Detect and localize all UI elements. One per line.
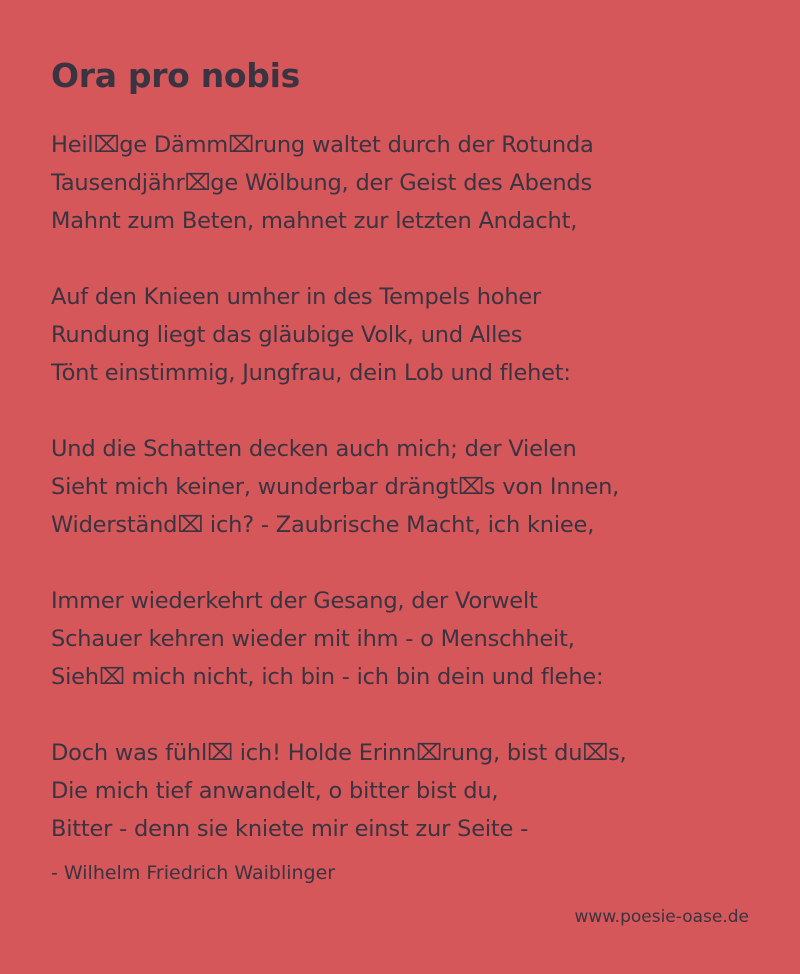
poem-line: Mahnt zum Beten, mahnet zur letzten Andacht, bbox=[51, 208, 578, 234]
poem-line: Tönt einstimmig, Jungfrau, dein Lob und flehet: bbox=[51, 360, 571, 386]
poem-line: Tausendjähr⌧ge Wölbung, der Geist des Abends bbox=[51, 170, 592, 196]
poem-title: Ora pro nobis bbox=[51, 56, 300, 95]
poem-line: Schauer kehren wieder mit ihm - o Menschheit, bbox=[51, 626, 575, 652]
stanza-1 bbox=[51, 126, 771, 240]
poem-author: - Wilhelm Friedrich Waiblinger bbox=[51, 862, 336, 884]
poem-line: Und die Schatten decken auch mich; der Vielen bbox=[51, 436, 577, 462]
poem-line: Auf den Knieen umher in des Tempels hoher bbox=[51, 284, 542, 310]
website-credit: www.poesie-oase.de bbox=[574, 907, 749, 927]
poem-line: Die mich tief anwandelt, o bitter bist du, bbox=[51, 778, 499, 804]
poem-line: Heil⌧ge Dämm⌧rung waltet durch der Rotunda bbox=[51, 132, 594, 158]
poem-line: Widerständ⌧ ich? - Zaubrische Macht, ich kniee, bbox=[51, 512, 595, 538]
poem-line: Immer wiederkehrt der Gesang, der Vorwelt bbox=[51, 588, 538, 614]
stanza-4 bbox=[51, 582, 771, 696]
poem-line: Sieh⌧ mich nicht, ich bin - ich bin dein und flehe: bbox=[51, 664, 604, 690]
stanza-3 bbox=[51, 430, 771, 544]
poem-line: Rundung liegt das gläubige Volk, und Alles bbox=[51, 322, 523, 348]
poem-line: Bitter - denn sie kniete mir einst zur Seite - bbox=[51, 816, 529, 842]
stanza-5 bbox=[51, 734, 771, 848]
poem-line: Doch was fühl⌧ ich! Holde Erinn⌧rung, bist du⌧s, bbox=[51, 740, 627, 766]
poem-line: Sieht mich keiner, wunderbar drängt⌧s von Innen, bbox=[51, 474, 620, 500]
stanza-2 bbox=[51, 278, 771, 392]
poem-body bbox=[51, 126, 771, 848]
